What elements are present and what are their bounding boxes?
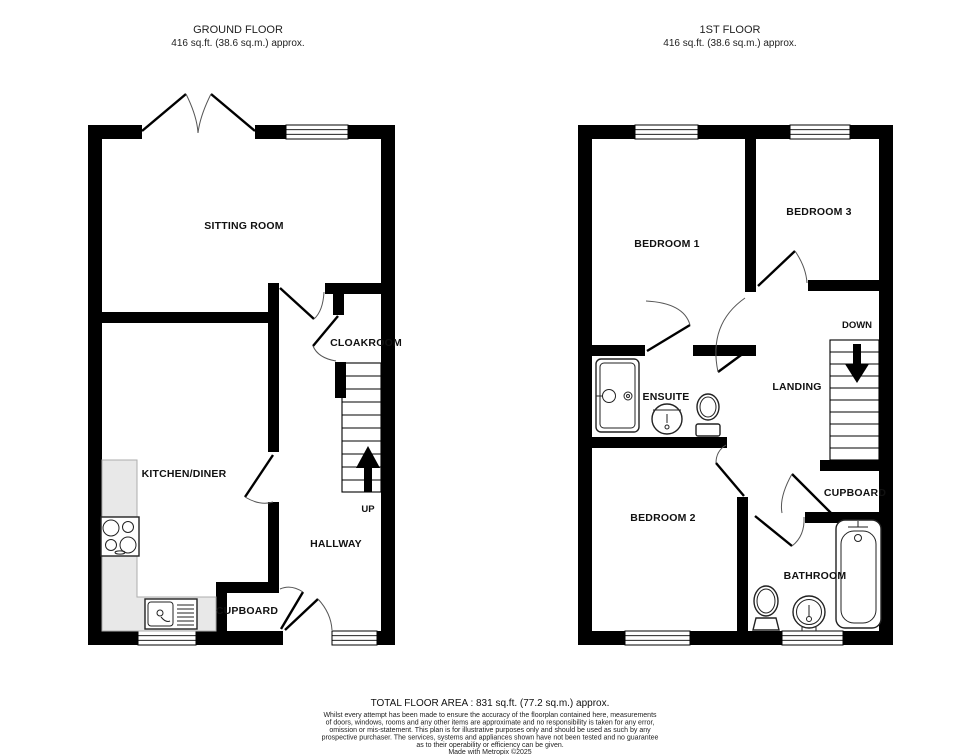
disclaimer-line: prospective purchaser. The services, systems and appliances shown have not been tested and no guarantee [321, 734, 659, 742]
bedroom2-label: BEDROOM 2 [630, 512, 696, 524]
bathroom-basin-icon [793, 596, 825, 631]
bedroom2-door [716, 445, 744, 496]
window [625, 631, 690, 645]
window [782, 631, 843, 645]
ensuite-label: ENSUITE [642, 391, 690, 403]
window [286, 125, 348, 139]
disclaimer-line: as to their operability or efficiency can be given. [416, 742, 564, 749]
landing-label: LANDING [772, 381, 822, 393]
disclaimer-line: of doors, windows, rooms and any other items are approximate and no responsibility is taken for any error, [325, 719, 655, 727]
down-label: DOWN [841, 320, 873, 331]
window [790, 125, 850, 139]
shower-icon [596, 359, 639, 432]
ground-floor-plan [88, 94, 402, 645]
disclaimer-line: omission or mis-statement. This plan is for illustrative purposes only and should be used as such by any [329, 727, 651, 734]
disclaimer-line: Whilst every attempt has been made to ensure the accuracy of the floorplan contained here, measurements [323, 712, 657, 719]
first-floor-plan [578, 125, 893, 645]
kitchen-diner-label: KITCHEN/DINER [141, 468, 227, 480]
ensuite-door [646, 301, 690, 351]
bedroom1-label: BEDROOM 1 [634, 238, 700, 250]
bedroom3-door [758, 251, 807, 286]
bedroom1-door [716, 298, 752, 372]
ensuite-basin-icon [652, 404, 682, 434]
total-floor-area: TOTAL FLOOR AREA : 831 sq.ft. (77.2 sq.m.) approx. [370, 698, 610, 709]
ensuite-toilet-icon [696, 394, 720, 436]
ground-floor-area: 416 sq.ft. (38.6 sq.m.) approx. [171, 38, 305, 49]
hob-icon [101, 517, 139, 556]
footer [322, 698, 659, 755]
first-floor-title: 1ST FLOOR [699, 24, 761, 36]
cloakroom-label: CLOAKROOM [330, 337, 402, 349]
bathroom-door [755, 516, 804, 546]
window [635, 125, 698, 139]
kitchen-door [245, 455, 273, 503]
cupboard-label-ground: CUPBOARD [215, 605, 279, 617]
window [332, 631, 377, 645]
bathroom-label: BATHROOM [783, 570, 847, 582]
up-arrow-icon [356, 446, 380, 492]
french-doors [142, 94, 255, 133]
cupboard-label-first: CUPBOARD [823, 487, 887, 499]
sitting-room-label: SITTING ROOM [204, 220, 284, 232]
front-door [285, 599, 332, 630]
staircase-up [342, 363, 381, 492]
staircase-down [830, 340, 879, 460]
up-label: UP [361, 504, 375, 515]
sitting-room-door [280, 288, 324, 319]
ground-floor-title: GROUND FLOOR [193, 24, 283, 36]
first-floor-area: 416 sq.ft. (38.6 sq.m.) approx. [663, 38, 797, 49]
hallway-label: HALLWAY [310, 538, 362, 550]
bathroom-toilet-icon [753, 586, 779, 630]
bedroom3-label: BEDROOM 3 [786, 206, 852, 218]
sink-icon [145, 599, 197, 629]
credit-line: Made with Metropix ©2025 [448, 749, 532, 755]
window [138, 631, 196, 645]
